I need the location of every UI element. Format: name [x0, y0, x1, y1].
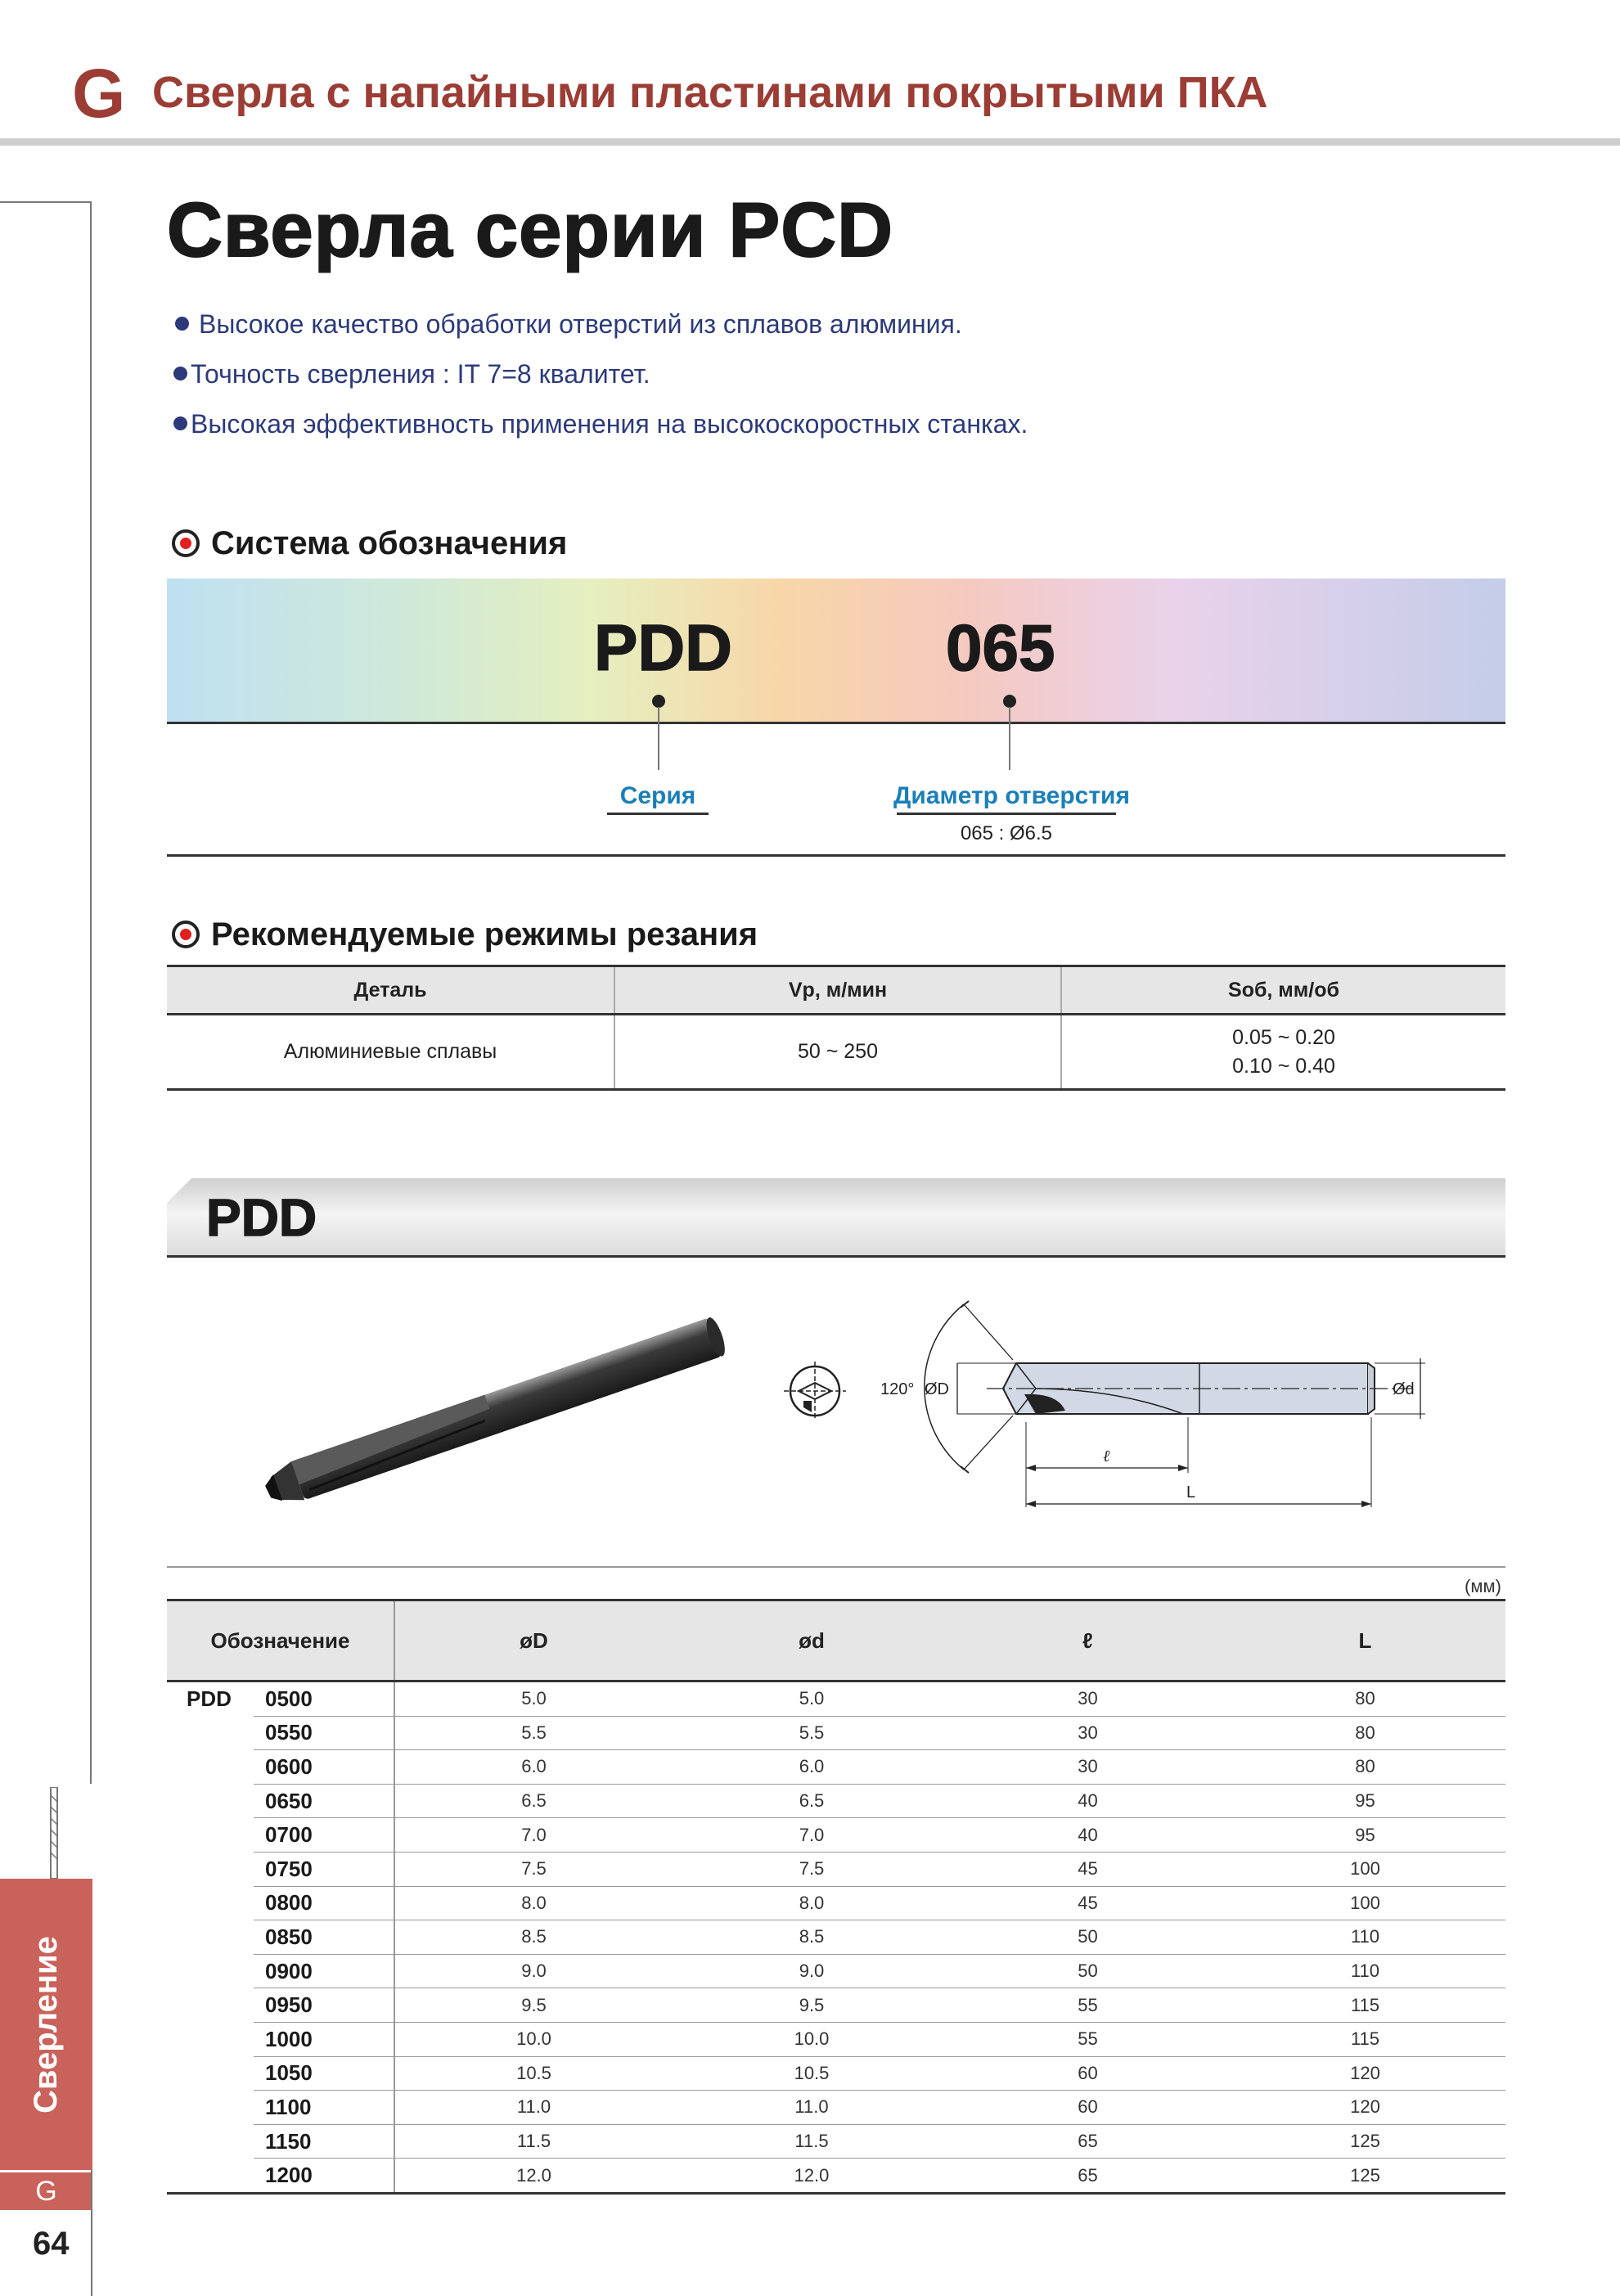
sd-cell: 11.5 [673, 2124, 951, 2159]
table-row [167, 1852, 1505, 1886]
diameter-label-rule [897, 813, 1116, 815]
od-cell: 6.5 [394, 1784, 673, 1818]
code-cell: 1100 [254, 2091, 394, 2125]
page-title: Сверла серии PCD [167, 187, 894, 272]
cutting-table [167, 965, 1505, 1091]
sd-cell: 11.0 [673, 2091, 951, 2125]
table-row [167, 1681, 1505, 1717]
table-row [167, 2159, 1505, 2194]
total-length-cell: 110 [1225, 1920, 1505, 1955]
od-cell: 12.0 [394, 2159, 673, 2194]
total-length-cell: 80 [1225, 1716, 1505, 1750]
table-row [167, 2124, 1505, 2159]
header-rule [0, 138, 1620, 146]
diameter-code: 065 [946, 611, 1055, 684]
target-icon [172, 529, 200, 557]
od-cell: 8.0 [394, 1886, 673, 1920]
sd-cell: 5.0 [673, 1681, 951, 1717]
target-icon [172, 921, 200, 948]
series-cell [167, 1784, 254, 1818]
table-row [167, 1818, 1505, 1853]
section-title: Сверла с напайными пластинами покрытыми ПКА [152, 68, 1268, 117]
series-cell [167, 2022, 254, 2056]
sd-cell: 8.0 [673, 1886, 951, 1920]
code-cell: 0700 [254, 1818, 394, 1853]
od-cell: 5.0 [394, 1681, 673, 1717]
sd-cell: 8.5 [673, 1920, 951, 1955]
sd-cell: 10.5 [673, 2056, 951, 2091]
series-cell [167, 1886, 254, 1920]
code-cell: 0550 [254, 1716, 394, 1750]
od-cell: 9.0 [394, 1954, 673, 1988]
flute-length-cell: 50 [951, 1920, 1225, 1955]
end-view-icon [779, 1358, 853, 1424]
code-cell: 0650 [254, 1784, 394, 1818]
table-row [167, 1920, 1505, 1955]
sd-label: Ød [1393, 1380, 1415, 1398]
table-row [167, 1015, 1505, 1090]
od-cell: 8.5 [394, 1920, 673, 1955]
flute-length-cell: 65 [951, 2124, 1225, 2159]
drill-icon [46, 1787, 62, 1879]
flute-length-cell: 30 [951, 1716, 1225, 1750]
total-length-cell: 100 [1225, 1852, 1505, 1886]
code-cell: 0750 [254, 1852, 394, 1886]
od-cell: 5.5 [394, 1716, 673, 1750]
feature-bullet: Точность сверления : IT 7=8 квалитет. [173, 361, 650, 387]
table-row [167, 1750, 1505, 1785]
col-total-length: L [1225, 1600, 1505, 1681]
total-length-cell: 115 [1225, 1988, 1505, 2023]
material-cell: Алюминиевые сплавы [167, 1015, 614, 1090]
unit-label: (мм) [1465, 1576, 1501, 1596]
col-feed: Sоб, мм/об [1061, 966, 1505, 1015]
code-cell: 1050 [254, 2056, 394, 2091]
table-row [167, 2022, 1505, 2056]
series-cell [167, 1954, 254, 1988]
table-header-row [167, 966, 1505, 1015]
col-material: Деталь [167, 966, 614, 1015]
table-row [167, 1988, 1505, 2023]
bar-rule [167, 1255, 1505, 1258]
technical-drawing [872, 1293, 1445, 1522]
series-cell [167, 2056, 254, 2091]
series-cell [167, 1988, 254, 2023]
designation-band [167, 579, 1505, 722]
sd-cell: 7.0 [673, 1818, 951, 1853]
flute-length-cell: 30 [951, 1681, 1225, 1717]
series-leader [658, 707, 659, 770]
angle-label: 120° [880, 1380, 915, 1398]
feed-range-2: 0.10 ~ 0.40 [1232, 1054, 1335, 1078]
total-length-cell: 95 [1225, 1784, 1505, 1818]
table-header-row [167, 1600, 1505, 1681]
spec-table [167, 1599, 1505, 2195]
product-title: PDD [206, 1188, 317, 1247]
sd-cell: 7.5 [673, 1852, 951, 1886]
col-designation: Обозначение [167, 1600, 394, 1681]
total-length-cell: 80 [1225, 1750, 1505, 1785]
diameter-leader [1009, 707, 1010, 770]
page-number: 64 [33, 2226, 70, 2262]
sd-cell: 6.5 [673, 1784, 951, 1818]
table-row [167, 1886, 1505, 1920]
sd-cell: 12.0 [673, 2159, 951, 2194]
sd-cell: 9.0 [673, 1954, 951, 1988]
series-pin [652, 695, 665, 708]
series-cell [167, 2091, 254, 2125]
band-rule [167, 722, 1505, 724]
od-cell: 9.5 [394, 1988, 673, 2023]
od-cell: 10.0 [394, 2022, 673, 2056]
drill-image [245, 1301, 753, 1522]
col-od: øD [394, 1600, 673, 1681]
code-cell: 0600 [254, 1750, 394, 1785]
flute-length-cell: 60 [951, 2091, 1225, 2125]
side-tab-label: Сверление [28, 1935, 65, 2114]
code-cell: 0800 [254, 1886, 394, 1920]
section-rule [167, 854, 1505, 857]
flute-length-cell: 50 [951, 1954, 1225, 1988]
flute-length-cell: 55 [951, 1988, 1225, 2023]
side-tab-label-wrap [0, 1879, 92, 2170]
table-top-rule [167, 1566, 1505, 1568]
series-label: Серия [619, 782, 696, 809]
feature-bullet: Высокая эффективность применения на высокоскоростных станках. [173, 411, 1028, 437]
speed-cell: 50 ~ 250 [614, 1015, 1061, 1090]
side-frame-bottom [91, 2170, 92, 2296]
od-cell: 6.0 [394, 1750, 673, 1785]
cutting-heading: Рекомендуемые режимы резания [172, 918, 758, 951]
table-row [167, 1784, 1505, 1818]
flute-length-cell: 40 [951, 1784, 1225, 1818]
od-cell: 11.5 [394, 2124, 673, 2159]
col-sd: ød [673, 1600, 951, 1681]
series-label-rule [607, 813, 709, 815]
series-cell [167, 2159, 254, 2194]
feature-bullet: Высокое качество обработки отверстий из сплавов алюминия. [175, 311, 962, 337]
diameter-pin [1003, 695, 1016, 708]
total-length-cell: 125 [1225, 2124, 1505, 2159]
od-label: ØD [925, 1380, 949, 1398]
od-cell: 7.5 [394, 1852, 673, 1886]
code-cell: 1200 [254, 2159, 394, 2194]
flute-length-cell: 40 [951, 1818, 1225, 1853]
od-cell: 7.0 [394, 1818, 673, 1853]
table-row [167, 2091, 1505, 2125]
series-cell: PDD [187, 1686, 232, 1712]
od-cell: 10.5 [394, 2056, 673, 2091]
total-length-cell: 95 [1225, 1818, 1505, 1853]
table-row [167, 1954, 1505, 1988]
col-speed: Vp, м/мин [614, 966, 1061, 1015]
series-code: PDD [594, 611, 732, 684]
series-cell [167, 1750, 254, 1785]
series-cell [167, 1818, 254, 1853]
feed-range-1: 0.05 ~ 0.20 [1232, 1025, 1335, 1049]
col-flute-length: ℓ [951, 1600, 1225, 1681]
total-length-cell: 120 [1225, 2091, 1505, 2125]
total-length-label: L [1186, 1483, 1196, 1501]
designation-heading: Система обозначения [172, 527, 567, 560]
total-length-cell: 125 [1225, 2159, 1505, 2194]
total-length-cell: 115 [1225, 2022, 1505, 2056]
series-cell [167, 1716, 254, 1750]
flute-length-cell: 60 [951, 2056, 1225, 2091]
code-cell: 0850 [254, 1920, 394, 1955]
flute-length-cell: 55 [951, 2022, 1225, 2056]
sd-cell: 5.5 [673, 1716, 951, 1750]
code-cell: 1000 [254, 2022, 394, 2056]
side-frame [0, 201, 92, 1784]
flute-length-cell: 45 [951, 1886, 1225, 1920]
series-cell [167, 2124, 254, 2159]
code-cell: 1150 [254, 2124, 394, 2159]
sd-cell: 6.0 [673, 1750, 951, 1785]
flute-length-label: ℓ [1103, 1447, 1110, 1465]
series-cell [167, 1852, 254, 1886]
diameter-example: 065 : Ø6.5 [960, 822, 1053, 844]
section-letter: G [72, 55, 126, 132]
total-length-cell: 120 [1225, 2056, 1505, 2091]
diameter-label: Диаметр отверстия [893, 782, 1130, 809]
series-cell [167, 1920, 254, 1955]
code-cell: 0950 [254, 1988, 394, 2023]
sd-cell: 9.5 [673, 1988, 951, 2023]
flute-length-cell: 30 [951, 1750, 1225, 1785]
total-length-cell: 110 [1225, 1954, 1505, 1988]
table-row [167, 1716, 1505, 1750]
code-cell: 0500 [254, 1681, 394, 1717]
side-section-letter: G [0, 2172, 92, 2210]
product-bar [167, 1178, 1505, 1257]
total-length-cell: 80 [1225, 1681, 1505, 1717]
flute-length-cell: 45 [951, 1852, 1225, 1886]
table-row [167, 2056, 1505, 2091]
sd-cell: 10.0 [673, 2022, 951, 2056]
code-cell: 0900 [254, 1954, 394, 1988]
od-cell: 11.0 [394, 2091, 673, 2125]
flute-length-cell: 65 [951, 2159, 1225, 2194]
feed-cell [1061, 1015, 1505, 1090]
total-length-cell: 100 [1225, 1886, 1505, 1920]
